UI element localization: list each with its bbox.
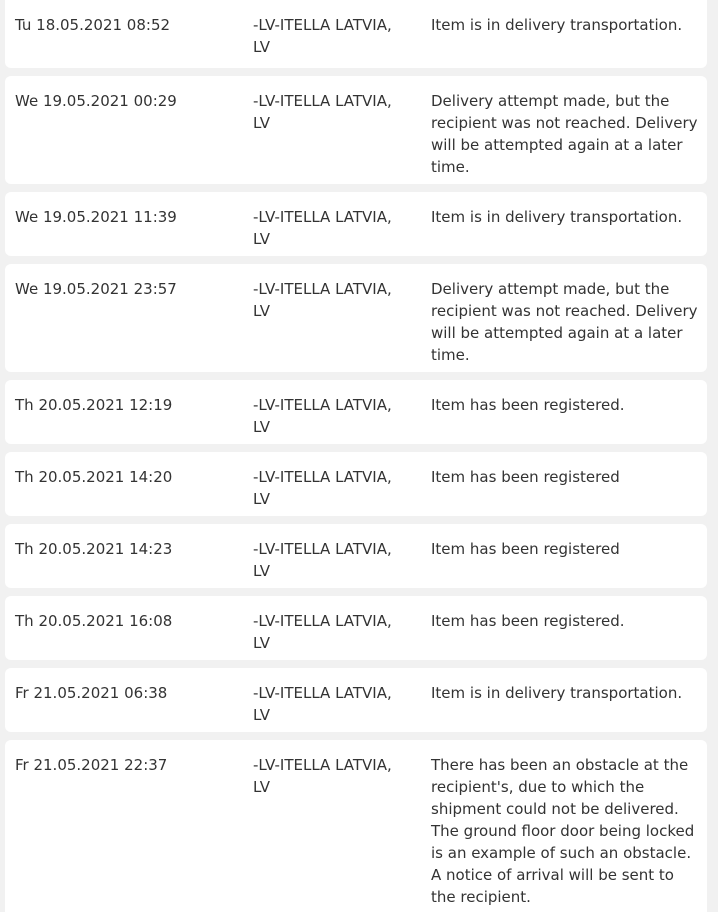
event-message: Item has been registered.: [431, 612, 625, 630]
event-message: Item has been registered.: [431, 396, 625, 414]
tracking-event-row: [5, 740, 707, 912]
event-location: -LV-ITELLA LATVIA, LV: [253, 16, 392, 56]
event-message: Delivery attempt made, but the recipient was not reached. Delivery will be attempted again at a later time.: [431, 280, 698, 364]
event-date: We 19.05.2021 11:39: [15, 208, 177, 226]
event-message: Item is in delivery transportation.: [431, 16, 683, 34]
event-location: -LV-ITELLA LATVIA, LV: [253, 92, 392, 132]
event-message: Delivery attempt made, but the recipient was not reached. Delivery will be attempted again at a later time.: [431, 92, 698, 176]
event-date: Fr 21.05.2021 06:38: [15, 684, 168, 702]
tracking-event-row: [5, 0, 707, 68]
event-location: -LV-ITELLA LATVIA, LV: [253, 280, 392, 320]
event-date: Th 20.05.2021 16:08: [15, 612, 173, 630]
event-date: Th 20.05.2021 12:19: [15, 396, 173, 414]
tracking-event-row: [5, 76, 707, 184]
event-date: We 19.05.2021 00:29: [15, 92, 177, 110]
event-location: -LV-ITELLA LATVIA, LV: [253, 540, 392, 580]
tracking-event-row: [5, 452, 707, 516]
event-date: Tu 18.05.2021 08:52: [15, 16, 171, 34]
event-location: -LV-ITELLA LATVIA, LV: [253, 468, 392, 508]
event-message: There has been an obstacle at the recipient's, due to which the shipment could not be delivered. The ground floor door being locked is an example of such an obstacle. A notice of arrival will be sent to the recipient.: [431, 756, 695, 906]
event-location: -LV-ITELLA LATVIA, LV: [253, 208, 392, 248]
tracking-event-row: [5, 192, 707, 256]
event-location: -LV-ITELLA LATVIA, LV: [253, 396, 392, 436]
event-location: -LV-ITELLA LATVIA, LV: [253, 612, 392, 652]
event-date: Th 20.05.2021 14:23: [15, 540, 173, 558]
event-message: Item is in delivery transportation.: [431, 208, 683, 226]
event-location: -LV-ITELLA LATVIA, LV: [253, 756, 392, 796]
tracking-event-row: [5, 380, 707, 444]
tracking-event-row: [5, 668, 707, 732]
event-date: We 19.05.2021 23:57: [15, 280, 177, 298]
event-date: Fr 21.05.2021 22:37: [15, 756, 168, 774]
tracking-event-row: [5, 264, 707, 372]
event-location: -LV-ITELLA LATVIA, LV: [253, 684, 392, 724]
tracking-event-row: [5, 524, 707, 588]
event-date: Th 20.05.2021 14:20: [15, 468, 173, 486]
event-message: Item is in delivery transportation.: [431, 684, 683, 702]
event-message: Item has been registered: [431, 468, 620, 486]
tracking-event-row: [5, 596, 707, 660]
event-message: Item has been registered: [431, 540, 620, 558]
